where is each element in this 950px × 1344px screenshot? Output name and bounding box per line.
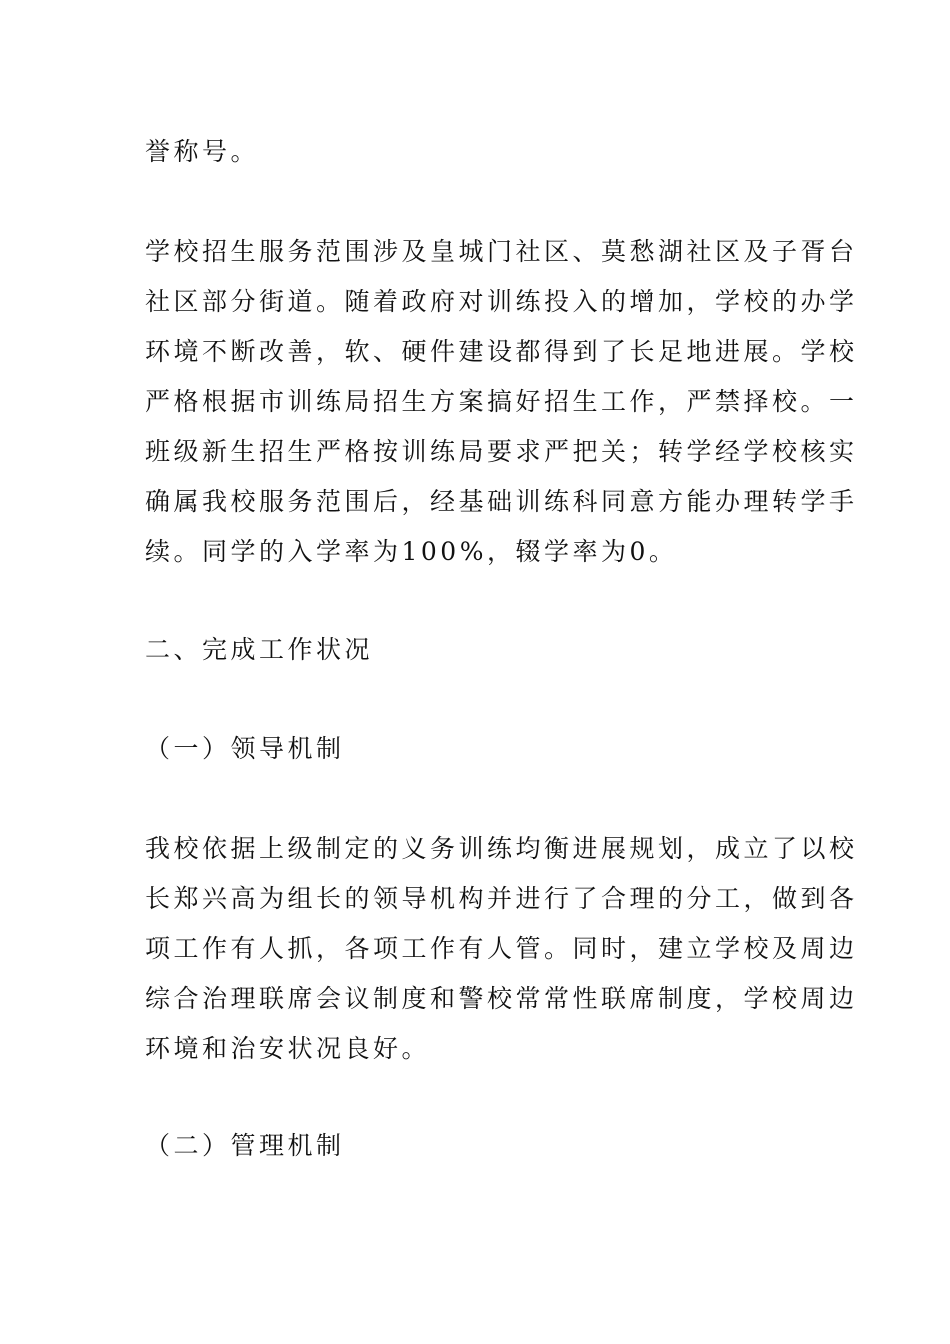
text-line: 环境不断改善，软、硬件建设都得到了长足地进展。学校 xyxy=(145,337,858,366)
text-line: 班级新生招生严格按训练局要求严把关；转学经学校核实 xyxy=(145,437,858,466)
text-line: 环境和治安状况良好。 xyxy=(145,1034,431,1063)
section-heading xyxy=(145,625,810,675)
text-line: 严格根据市训练局招生方案搞好招生工作，严禁择校。一 xyxy=(145,387,858,416)
text-line: 项工作有人抓，各项工作有人管。同时，建立学校及周边 xyxy=(145,934,858,963)
text-line: 综合治理联席会议制度和警校常常性联席制度，学校周边 xyxy=(145,984,858,1013)
text-line: 续。同学的入学率为100%，辍学率为0。 xyxy=(145,537,678,566)
text-line: 长郑兴高为组长的领导机构并进行了合理的分工，做到各 xyxy=(145,884,858,913)
text-line: 社区部分街道。随着政府对训练投入的增加，学校的办学 xyxy=(145,287,858,316)
paragraph-continuation xyxy=(145,127,810,177)
subsection-heading-leadership xyxy=(145,724,810,774)
text-line: 确属我校服务范围后，经基础训练科同意方能办理转学手 xyxy=(145,487,858,516)
heading-text: （二）管理机制 xyxy=(145,1131,345,1160)
subsection-heading-management xyxy=(145,1121,810,1171)
text-line: 誉称号。 xyxy=(145,137,260,166)
paragraph-leadership xyxy=(145,824,858,1074)
heading-text: 二、完成工作状况 xyxy=(145,635,374,664)
heading-text: （一）领导机制 xyxy=(145,734,345,763)
text-line: 我校依据上级制定的义务训练均衡进展规划，成立了以校 xyxy=(145,834,858,863)
text-line: 学校招生服务范围涉及皇城门社区、莫愁湖社区及子胥台 xyxy=(145,237,858,266)
paragraph-enrollment xyxy=(145,227,858,577)
